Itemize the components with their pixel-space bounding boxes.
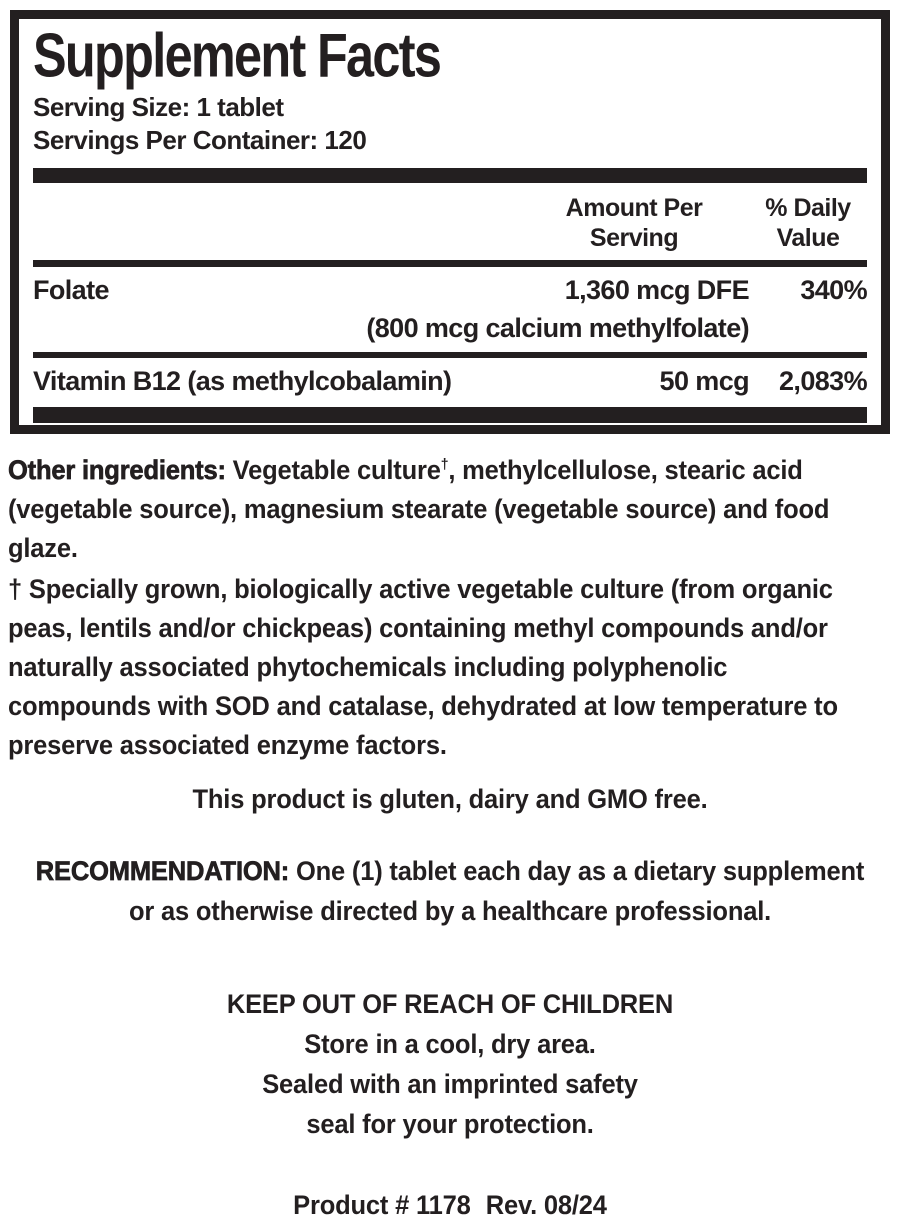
recommendation-paragraph — [32, 851, 867, 931]
vegetable-culture-footnote: † Specially grown, biologically active vegetable culture (from organic peas, lentils and/or chickpeas) containing methyl compounds and/or naturally associated phytochemicals including polyphenolic compounds with SOD and catalase, dehydrated at low temperature to preserve associated enzyme factors. — [8, 574, 838, 760]
amount-per-serving-header — [519, 193, 749, 253]
supplement-facts-panel — [10, 10, 890, 434]
storage-instruction: Store in a cool, dry area. — [304, 1029, 596, 1059]
nutrient-amount: 1,360 mcg DFE — [564, 275, 749, 305]
note-spacer — [749, 311, 867, 345]
other-ingredients-text-1: Vegetable culture — [225, 455, 441, 485]
dagger-symbol: † — [440, 457, 449, 473]
table-row-folate — [33, 267, 867, 309]
safety-seal-line1: Sealed with an imprinted safety — [262, 1069, 638, 1099]
recommendation-text: One (1) tablet each day as a dietary supplement or as otherwise directed by a healthcare professional. — [128, 856, 865, 926]
nutrient-name: Folate — [33, 275, 109, 305]
divider-thick-bottom — [33, 407, 867, 423]
safety-seal-line2: seal for your protection. — [306, 1109, 594, 1139]
nutrient-daily-value: 340% — [800, 275, 867, 305]
amount-header-line2: Serving — [589, 224, 679, 252]
panel-title: Supplement Facts — [33, 20, 441, 91]
revision-code: Rev. 08/24 — [485, 1190, 607, 1220]
product-number: Product # 1178 — [293, 1190, 471, 1220]
nutrient-daily-value: 2,083% — [779, 366, 867, 396]
table-row-folate-note — [33, 309, 867, 352]
serving-size: Serving Size: 1 tablet — [33, 92, 284, 122]
free-from-claim: This product is gluten, dairy and GMO free. — [192, 784, 708, 814]
daily-value-header — [749, 193, 867, 253]
other-ingredients-text-2: , methylcellulose, stearic acid (vegetable source), magnesium stearate (vegetable source) and food glaze. — [8, 455, 830, 563]
other-ingredients-lead: Other ingredients: — [8, 455, 226, 485]
nutrient-amount: 50 mcg — [659, 366, 749, 396]
nutrient-note: (800 mcg calcium methylfolate) — [366, 313, 749, 343]
product-footer — [32, 1185, 867, 1225]
divider-header — [33, 260, 867, 267]
table-row-vitamin-b12 — [33, 358, 867, 400]
recommendation-lead: RECOMMENDATION: — [35, 856, 290, 886]
table-header-row — [33, 193, 867, 253]
divider-thick-top — [33, 168, 867, 183]
header-spacer — [33, 193, 519, 253]
servings-per-container: Servings Per Container: 120 — [33, 125, 367, 155]
storage-warning-block — [32, 984, 867, 1144]
amount-header-line1: Amount Per — [565, 194, 703, 222]
serving-info — [33, 91, 867, 157]
other-ingredients-paragraph — [8, 446, 843, 568]
dv-header-line1: % Daily — [765, 194, 851, 222]
nutrient-name: Vitamin B12 (as methylcobalamin) — [33, 366, 452, 396]
keep-out-of-reach-warning: KEEP OUT OF REACH OF CHILDREN — [226, 989, 674, 1019]
dv-header-line2: Value — [776, 224, 840, 252]
